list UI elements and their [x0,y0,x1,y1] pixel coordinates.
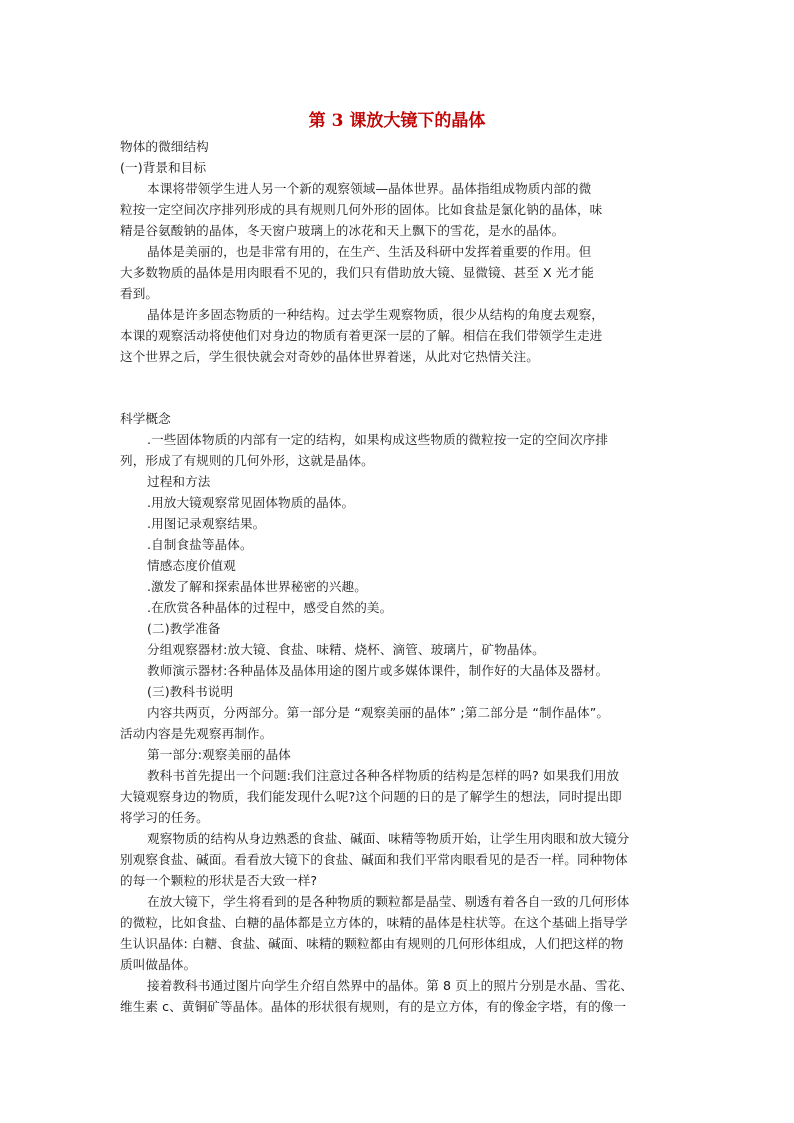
section-heading: (二)教学准备 [147,621,221,636]
paragraph-line: 生认识晶体: 白糖、食盐、碱面、味精的颗粒都由有规则的几何形体组成，人们把这样的物 [120,936,624,951]
subsection-heading: 情感态度价值观 [147,558,236,573]
paragraph-line: 内容共两页，分两部分。第一部分是 “观察美丽的晶体” ;第二部分是 “制作晶体”。 [147,705,610,720]
paragraph-line: 观察物质的结构从身边熟悉的食盐、碱面、味精等物质开始，让学生用肉眼和放大镜分 [147,831,630,846]
subsection-heading: 过程和方法 [147,474,211,489]
paragraph-line: 在放大镜下，学生将看到的是各种物质的颗粒都是晶莹、剔透有着各自一致的几何形体 [147,894,630,909]
paragraph-line: 分组观察器材:放大镜、食盐、味精、烧杯、滴管、玻璃片，矿物晶体。 [147,642,545,657]
document-title: 第 3 课放大镜下的晶体 [308,111,486,131]
paragraph-line: 维生素 c、黄铜矿等晶体。晶体的形状很有规则，有的是立方体，有的像金字塔，有的像一 [120,999,627,1014]
paragraph-line: 活动内容是先观察再制作。 [120,726,273,741]
paragraph-line: 本课将带领学生进人另一个新的观察领域—晶体世界。晶体指组成物质内部的微 [147,181,592,196]
paragraph-line: 这个世界之后，学生很快就会对奇妙的晶体世界着迷，从此对它热情关注。 [120,349,539,364]
section-heading: 科学概念 [120,411,171,426]
section-heading: (三)教科书说明 [147,684,234,699]
paragraph-line: 的每一个颗粒的形状是否大致一样? [120,873,318,888]
list-item: .用放大镜观察常见固体物质的晶体。 [147,495,355,510]
paragraph-line: 别观察食盐、碱面。看看放大镜下的食盐、碱面和我们平常肉眼看见的是否一样。同种物体 [120,852,628,867]
paragraph-line: 教科书首先提出一个问题:我们注意过各种各样物质的结构是怎样的吗? 如果我们用放 [147,768,620,783]
paragraph-line: 将学习的任务。 [120,810,209,825]
section-heading: (一)背景和目标 [120,160,207,175]
paragraph-line: 精是谷氨酸钠的晶体，冬天窗户玻璃上的冰花和天上飘下的雪花，是水的晶体。 [120,223,565,238]
paragraph-line: .一些固体物质的内部有一定的结构，如果构成这些物质的微粒按一定的空间次序排 [147,432,609,447]
paragraph-line: 晶体是许多固态物质的一种结构。过去学生观察物质，很少从结构的角度去观察， [147,307,604,322]
paragraph-line: 教师演示器材:各种晶体及晶体用途的图片或多媒体课件，制作好的大晶体及器材。 [147,663,609,678]
section-heading: 物体的微细结构 [120,139,209,154]
paragraph-line: 的微粒，比如食盐、白糖的晶体都是立方体的，味精的晶体是柱状等。在这个基础上指导学 [120,915,628,930]
paragraph-line: 看到。 [120,286,159,301]
list-item: .自制食盐等晶体。 [147,537,253,552]
paragraph-line: 大镜观察身边的物质，我们能发现什么呢?这个问题的日的是了解学生的想法，同时提出即 [120,789,622,804]
paragraph-line: 接着教科书通过图片向学生介绍自然界中的晶体。第 8 页上的照片分别是水晶、雪花、 [147,978,633,993]
paragraph-line: 晶体是美丽的，也是非常有用的，在生产、生活及科研中发挥着重要的作用。但 [147,244,592,259]
list-item: .激发了解和探索晶体世界秘密的兴趣。 [147,579,367,594]
paragraph-line: 大多数物质的晶体是用肉眼看不见的，我们只有借助放大镜、显微镜、甚至 X 光才能 [120,265,594,280]
list-item: .在欣赏各种晶体的过程中，感受自然的美。 [147,600,393,615]
paragraph-line: 质叫做晶体。 [120,957,197,972]
paragraph-line: 列，形成了有规则的几何外形，这就是晶体。 [120,453,374,468]
paragraph-line: 本课的观察活动将使他们对身边的物质有着更深一层的了解。相信在我们带领学生走进 [120,328,603,343]
subsection-heading: 第一部分:观察美丽的晶体 [147,747,291,762]
paragraph-line: 粒按一定空间次序排列形成的具有规则几何外形的固体。比如食盐是氯化钠的晶体，味 [120,202,603,217]
list-item: .用图记录观察结果。 [147,516,266,531]
